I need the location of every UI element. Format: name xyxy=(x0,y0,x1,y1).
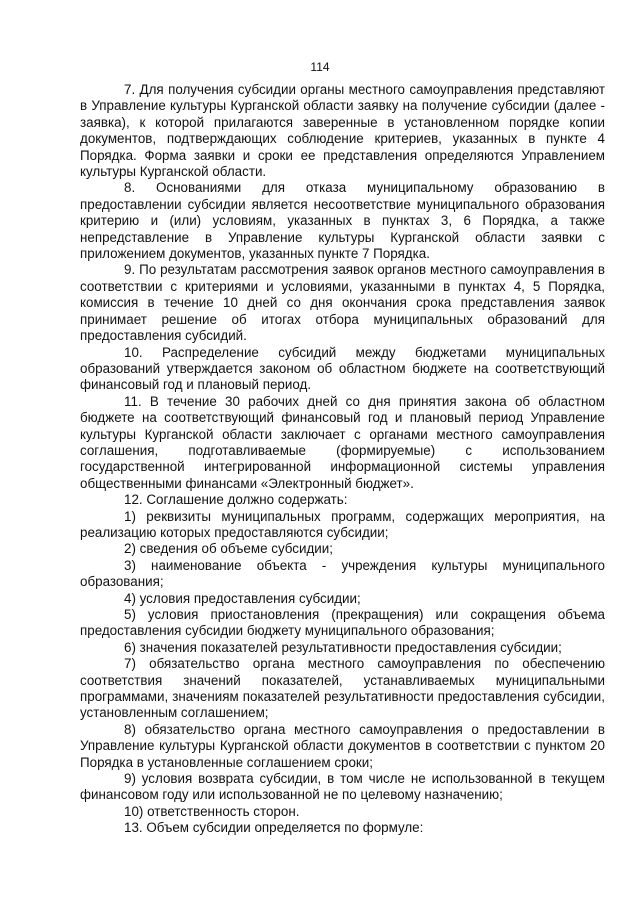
paragraph-8: 8. Основаниями для отказа муниципальному образованию в предоставлении субсидии является несоответствие муниципального образования критерию и (или) условиям, указанных в пунктах 3, 6 Порядка, а также непредставление в Управление культуры Курганской области заявки с приложением документов, указанных пункте 7 Порядка. xyxy=(80,180,605,262)
list-item: 1) реквизиты муниципальных программ, содержащих мероприятия, на реализацию которых предоставляются субсидии; xyxy=(80,508,605,540)
paragraph-7: 7. Для получения субсидии органы местного самоуправления представляют в Управление культуры Курганской области заявку на получение субсидии (далее - заявка), к которой прилагаются заверенные в установленном порядке копии документов, подтверждающих соблюдение критериев, указанных в пункте 4 Порядка. Форма заявки и сроки ее представления определяются Управлением культуры Курганской области. xyxy=(80,82,605,180)
list-item: 6) значения показателей результативности предоставления субсидии; xyxy=(124,639,562,655)
paragraph-12: 12. Соглашение должно содержать: xyxy=(124,492,348,508)
paragraph-11: 11. В течение 30 рабочих дней со дня принятия закона об областном бюджете на соответствующий финансовый год и плановый период Управление культуры Курганской области заключает с органами местного самоуправления соглашения, подготавливаемые (формируемые) с использованием государственной интегрированной информационной системы управления общественными финансами «Электронный бюджет». xyxy=(80,393,605,491)
list-item: 9) условия возврата субсидии, в том числе не использованной в текущем финансовом году или использованной не по целевому назначению; xyxy=(80,771,605,803)
paragraph-10: 10. Распределение субсидий между бюджетами муниципальных образований утверждается законом об областном бюджете на соответствующий финансовый год и плановый период. xyxy=(80,344,605,393)
list-item: 7) обязательство органа местного самоуправления по обеспечению соответствия значений показателей, устанавливаемых муниципальными программами, значениям показателей результативности предоставления субсидии, установленным соглашением; xyxy=(80,656,605,721)
list-item: 10) ответственность сторон. xyxy=(124,803,300,819)
document-body xyxy=(80,82,605,837)
list-item: 3) наименование объекта - учреждения культуры муниципального образования; xyxy=(80,557,605,590)
list-item: 5) условия приостановления (прекращения) или сокращения объема предоставления субсидии бюджету муниципального образования; xyxy=(80,607,605,639)
page-number: 114 xyxy=(310,60,330,74)
list-item: 4) условия предоставления субсидии; xyxy=(124,590,361,606)
list-item: 8) обязательство органа местного самоуправления о предоставлении в Управление культуры Курганской области документов в соответствии с пунктом 20 Порядка в установленные соглашением сроки; xyxy=(80,721,605,770)
list-item: 2) сведения об объеме субсидии; xyxy=(124,541,333,557)
paragraph-9: 9. По результатам рассмотрения заявок органов местного самоуправления в соответствии с критериями и условиями, указанными в пунктах 4, 5 Порядка, комиссия в течение 10 дней со дня окончания срока представления заявок принимает решение об итогах отбора муниципальных образований для предоставления субсидий. xyxy=(80,262,605,344)
paragraph-13: 13. Объем субсидии определяется по формуле: xyxy=(124,820,424,836)
